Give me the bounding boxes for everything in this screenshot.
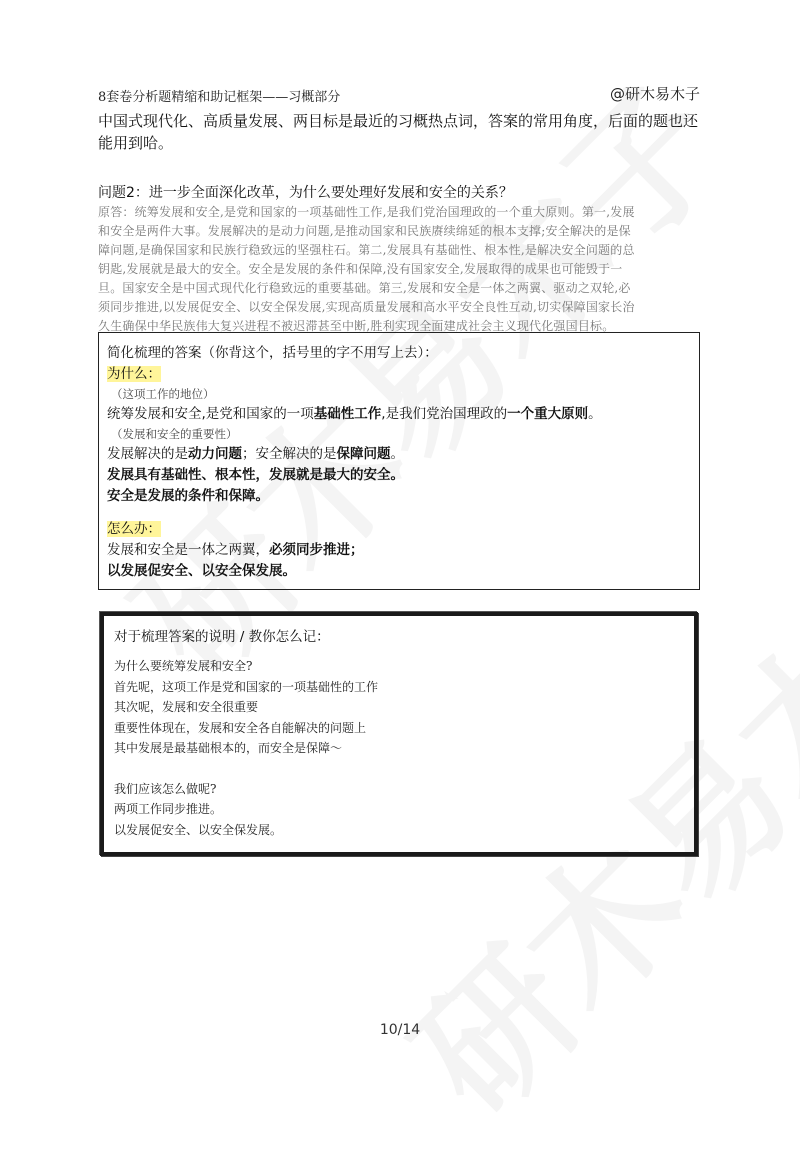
explanation-line: 两项工作同步推进。: [114, 802, 223, 816]
text-segment: 。: [390, 446, 404, 462]
original-line: 久生确保中华民族伟大复兴进程不被迟滞甚至中断,胜利实现全面建成社会主义现代化强国目标。: [98, 319, 615, 333]
simplified-answer-box: [98, 332, 700, 590]
explanation-line: 为什么要统筹发展和安全?: [114, 659, 253, 673]
page-number: 10/14: [379, 1022, 421, 1038]
text-segment: 。: [588, 406, 602, 422]
original-line: 原答：统筹发展和安全,是党和国家的一项基础性工作,是我们党治国理政的一个重大原则。第一,发展: [98, 205, 635, 219]
header-author: @研木易木子: [609, 85, 700, 103]
explanation-line: 我们应该怎么做呢?: [114, 781, 217, 796]
original-line: 障问题,是确保国家和民族行稳致远的坚强柱石。第二,发展具有基础性、根本性,是解决安全问题的总: [98, 243, 635, 257]
original-answer: [98, 203, 704, 336]
explanation-line: 重要性体现在，发展和安全各自能解决的问题上: [114, 720, 367, 735]
explanation-line: 以发展促安全、以安全保发展。: [114, 822, 283, 837]
explanation-line: 其中发展是最基础根本的，而安全是保障～: [114, 741, 343, 755]
bold-segment: 必须同步推进；: [269, 542, 364, 558]
note-status: （这项工作的地位）: [111, 387, 215, 401]
original-line: 钥匙,发展就是最大的安全。安全是发展的条件和保障,没有国家安全,发展取得的成果也可能毁于一: [98, 262, 623, 276]
text-segment: ,是我们党治国理政的: [381, 406, 508, 422]
answer-line-1: [107, 404, 691, 425]
text-segment: 发展和安全是一体之两翼，: [107, 542, 269, 558]
explanation-title: 对于梳理答案的说明 / 教你怎么记：: [114, 629, 330, 645]
note-importance: （发展和安全的重要性）: [111, 427, 238, 441]
explanation-line: 其次呢，发展和安全很重要: [114, 700, 259, 714]
text-segment: 统筹发展和安全,是党和国家的一项: [107, 406, 314, 422]
answer-line-2: [107, 444, 691, 465]
question-heading: 问题2：进一步全面深化改革，为什么要处理好发展和安全的关系？: [98, 185, 513, 201]
answer-line-5: [107, 540, 691, 561]
simplified-title: 简化梳理的答案（你背这个，括号里的字不用写上去）：: [107, 345, 438, 361]
bold-segment: 动力问题: [188, 446, 242, 462]
answer-line-4: 安全是发展的条件和保障。: [107, 488, 269, 504]
answer-line-6: 以发展促安全、以安全保发展。: [107, 563, 296, 579]
bold-segment: 基础性工作: [313, 406, 382, 422]
explanation-line: 首先呢，这项工作是党和国家的一项基础性的工作: [114, 679, 379, 694]
answer-line-3: 发展具有基础性、根本性，发展就是最大的安全。: [107, 467, 404, 483]
bold-segment: 保障问题: [336, 446, 391, 462]
explanation-box: [100, 612, 698, 856]
original-line: 旦。国家安全是中国式现代化行稳致远的重要基础。第三,发展和安全是一体之两翼、驱动之双轮,必: [98, 281, 631, 295]
original-line: 和安全是两件大事。发展解决的是动力问题,是推动国家和民族赓续绵延的根本支撑;安全解决的是保: [98, 224, 631, 238]
why-label: 为什么：: [107, 366, 161, 382]
original-line: 须同步推进,以发展促安全、以安全保发展,实现高质量发展和高水平安全良性互动,切实保障国家长治: [98, 300, 635, 314]
header-title: 8套卷分析题精缩和助记框架——习概部分: [98, 90, 341, 105]
text-segment: ；安全解决的是: [242, 446, 337, 462]
bold-segment: 一个重大原则: [507, 406, 589, 422]
text-segment: 发展解决的是: [107, 446, 188, 462]
intro-paragraph: 中国式现代化、高质量发展、两目标是最近的习概热点词，答案的常用角度，后面的题也还能用到哈。: [98, 112, 699, 152]
how-label: 怎么办：: [107, 521, 161, 537]
